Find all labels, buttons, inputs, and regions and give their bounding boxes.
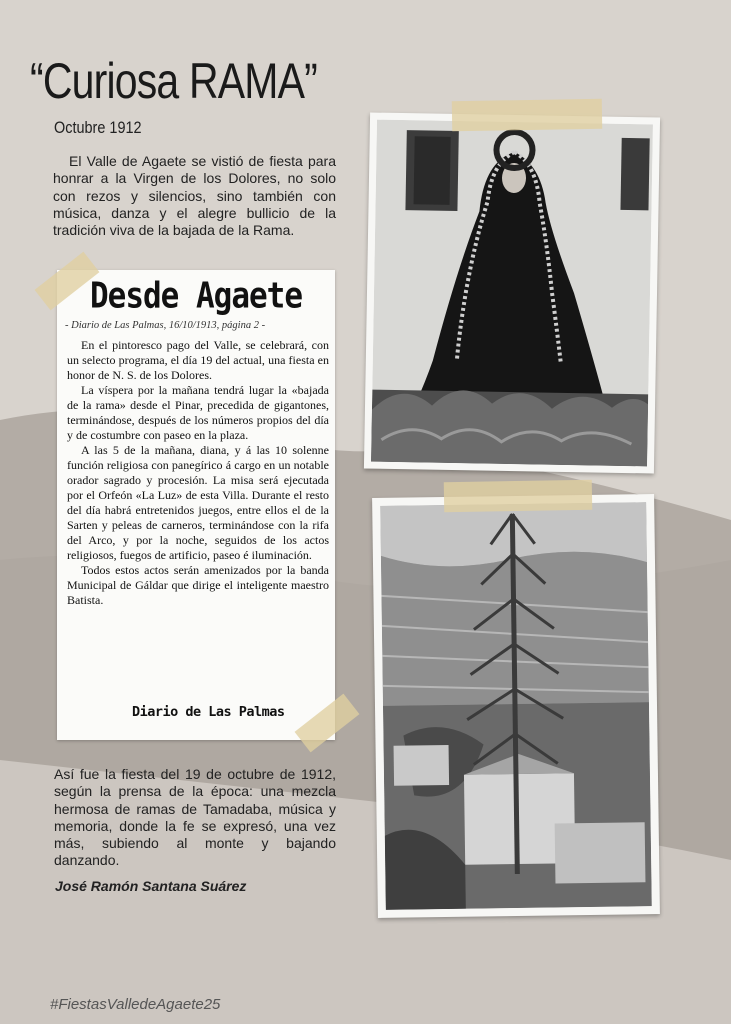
newspaper-clipping — [57, 270, 335, 740]
photo-valley-landscape — [372, 494, 660, 918]
clipping-paragraph: A las 5 de la mañana, diana, y á las 10 solenne función religiosa con panegírico á cargo en un notable orador sagrado y procesión. La misa será ejecutada por el Orfeón «La Luz» de esta Villa. Durante el resto del día habrá entretenidos juegos, entre ellos el de la Sarten y peleas de carneros, terminándose con la rifa del Arco, y por la noche, seguidos de los actos religiosos, fuegos de artificio, paseo é iluminación. — [67, 443, 329, 562]
clipping-signature: Diario de Las Palmas — [132, 704, 285, 720]
hashtag: #FiestasValledeAgaete25 — [50, 996, 221, 1013]
clipping-source: - Diario de Las Palmas, 16/10/1913, página 2 - — [65, 320, 266, 331]
page-title: “Curiosa RAMA” — [30, 53, 317, 109]
clipping-paragraph: En el pintoresco pago del Valle, se celebrará, con un selecto programa, el día 19 del actual, una fiesta en honor de N. S. de los Dolores. — [67, 338, 329, 382]
author-name: José Ramón Santana Suárez — [55, 878, 247, 894]
tape-strip — [452, 99, 603, 132]
tape-strip — [444, 480, 593, 513]
outro-paragraph: Así fue la fiesta del 19 de octubre de 1912, según la prensa de la época: una mezcla hermosa de ramas de Tamadaba, música y memoria, donde la fe se expresó, una vez más, subiendo al monte y bajando danzando. — [54, 766, 336, 869]
clipping-paragraph: Todos estos actos serán amenizados por la banda Municipal de Gáldar que dirige el inteligente maestro Batista. — [67, 563, 329, 607]
intro-paragraph: El Valle de Agaete se vistió de fiesta para honrar a la Virgen de los Dolores, no solo con rezos y silencios, sino también con música, danza y el alegre bullicio de la tradición viva de la bajada de la Rama. — [53, 153, 336, 239]
clipping-headline: Desde Agaete — [90, 275, 302, 317]
photo-virgin-statue — [364, 112, 660, 473]
clipping-paragraph: La víspera por la mañana tendrá lugar la «bajada de la rama» desde el Pinar, precedida de gigantones, terminándose, después de los números propios del día y de costumbre con paseo en la plaza. — [67, 383, 329, 442]
page-date: Octubre 1912 — [54, 118, 142, 137]
clipping-body — [67, 338, 329, 608]
